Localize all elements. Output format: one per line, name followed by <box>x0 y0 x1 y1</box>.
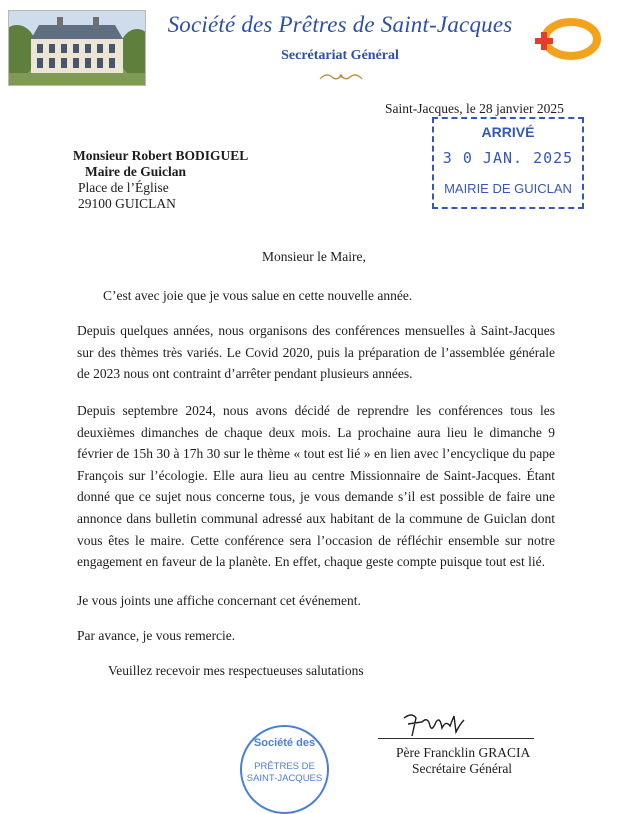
paragraph-poster: Je vous joints une affiche concernant cet événement. <box>77 593 361 608</box>
seal-line-2: SAINT-JACQUES <box>246 773 323 784</box>
letter-date: Saint-Jacques, le 28 janvier 2025 <box>385 101 564 116</box>
signatory-name: Père Francklin GRACIA <box>396 745 531 760</box>
paragraph-conference: Depuis septembre 2024, nous avons décidé de reprendre les conférences tous les deuxièmes dimanches de chaque deux mois. La prochaine aura lieu le dimanche 9 février de 15h 30 à 17h 30 sur le thème « tout est lié » en lien avec l’encyclique du pape François sur l’écologie. Elle aura lieu au centre Missionnaire de Saint-Jacques. Étant donné que ce sujet nous concerne tous, je vous demande s’il est possible de faire une annonce dans bulletin communal adressé aux habitant de la commune de Guiclan dont vous êtes le maire. Cette conférence sera l’occasion de réfléchir ensemble sur notre engagement en faveur de la planète. En effet, chaque geste compte puisque tout est lié. <box>77 403 555 570</box>
organization-logo-icon <box>525 14 601 71</box>
received-stamp <box>432 117 584 209</box>
paragraph-greeting: C’est avec joie que je vous salue en cette nouvelle année. <box>103 288 413 303</box>
chateau-photo <box>8 10 146 86</box>
seal-center-text <box>242 761 327 785</box>
organization-seal <box>240 725 329 814</box>
stamp-status: ARRIVÉ <box>481 124 535 140</box>
recipient-street: Place de l’Église <box>78 180 169 195</box>
signature-line <box>378 738 534 739</box>
organization-subtitle: Secrétariat Général <box>281 48 399 63</box>
seal-top-text: Société des <box>253 737 316 749</box>
closing-formula: Veuillez recevoir mes respectueuses salutations <box>108 663 364 678</box>
paragraph-history: Depuis quelques années, nous organisons des conférences mensuelles à Saint-Jacques sur des thèmes très variés. Le Covid 2020, puis la préparation de l’assemblée générale de 2023 nous ont contraint d’arrêter pendant plusieurs années. <box>77 323 555 382</box>
seal-line-1: PRÊTRES DE <box>254 761 315 772</box>
handwritten-signature <box>398 710 468 745</box>
ornament-divider <box>318 70 364 88</box>
stamp-date: 3 0 JAN. 2025 <box>442 149 574 167</box>
recipient-city: 29100 GUICLAN <box>78 196 176 211</box>
salutation: Monsieur le Maire, <box>262 249 366 264</box>
recipient-name: Monsieur Robert BODIGUEL <box>73 148 249 163</box>
organization-name: Société des Prêtres de Saint-Jacques <box>167 12 513 37</box>
paragraph-thanks: Par avance, je vous remercie. <box>77 628 236 643</box>
signatory-title: Secrétaire Général <box>412 761 513 776</box>
recipient-title: Maire de Guiclan <box>85 164 186 179</box>
stamp-office: MAIRIE DE GUICLAN <box>444 181 572 196</box>
